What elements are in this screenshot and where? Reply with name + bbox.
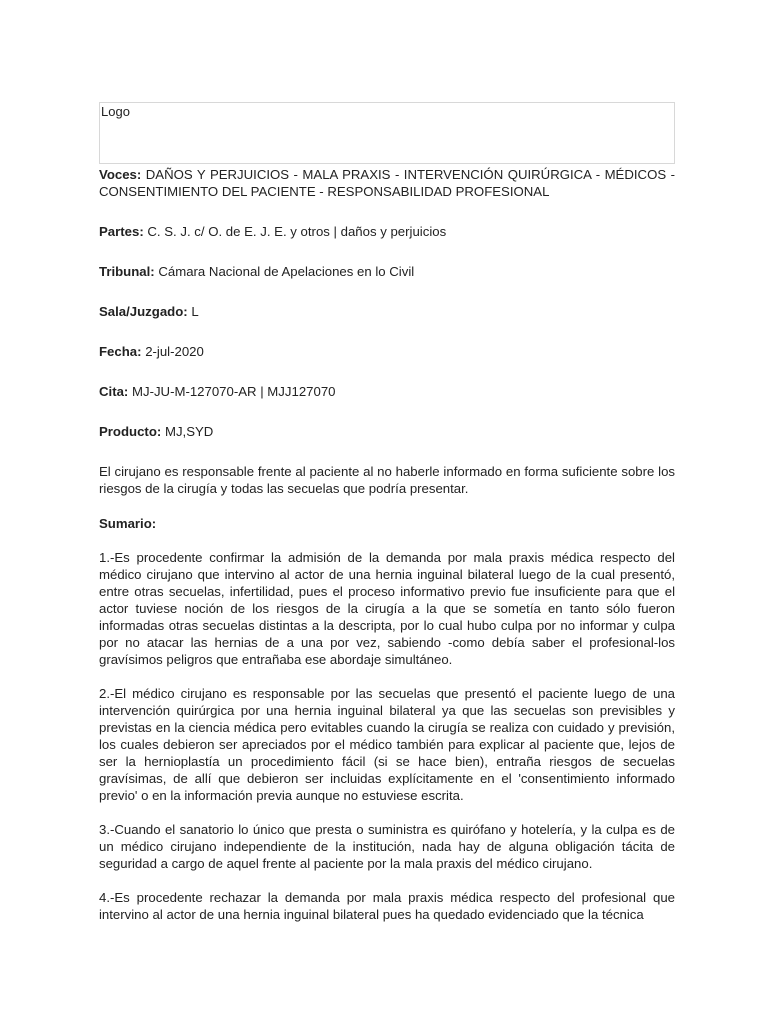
field-value: 2-jul-2020 [145,344,204,359]
field-label: Partes: [99,224,144,239]
logo-placeholder: Logo [101,104,130,119]
sumario-item-3: 3.-Cuando el sanatorio lo único que presta o suministra es quirófano y hotelería, y la culpa es de un médico cirujano independiente de la institución, nada hay de alguna obligación tácita de seguridad a cargo de aquel frente al paciente por la mala praxis del médico cirujano. [99,822,675,871]
field-label: Tribunal: [99,264,155,279]
field-voces [99,166,675,200]
field-label: Producto: [99,424,162,439]
field-tribunal [99,263,675,280]
field-fecha [99,343,675,360]
field-label: Fecha: [99,344,142,359]
field-value: MJ,SYD [164,424,214,439]
sumario-item-4: 4.-Es procedente rechazar la demanda por mala praxis médica respecto del profesional que intervino al actor de una hernia inguinal bilateral pues ha quedado evidenciado que la técnica [99,890,675,922]
field-label: Cita: [99,384,129,399]
field-producto [99,423,675,440]
field-value: MJ-JU-M-127070-AR | MJJ127070 [131,384,336,399]
document-body [99,166,675,940]
field-label: Sala/Juzgado: [99,304,188,319]
field-sala [99,303,675,320]
field-value: L [191,304,199,319]
sumario-item-2: 2.-El médico cirujano es responsable por las secuelas que presentó el paciente luego de una intervención quirúrgica por una hernia inguinal bilateral ya que las secuelas son previsibles y previstas en la ciencia médica pero evitables cuando la cirugía se realiza con cuidado y previsión, los cuales debieron ser apreciados por el médico también para explicar al paciente que, lejos de ser la hernioplastía un procedimiento fácil (si se hace bien), entraña riesgos de secuelas gravísimas, de allí que debieron ser incluidas explícitamente en el 'consentimiento informado previo' o en la información previa aunque no estuviese escrita. [99,686,675,803]
case-summary: El cirujano es responsable frente al paciente al no haberle informado en forma suficiente sobre los riesgos de la cirugía y todas las secuelas que podría presentar. [99,464,675,496]
field-label: Voces: [99,167,142,182]
field-partes [99,223,675,240]
field-value: C. S. J. c/ O. de E. J. E. y otros | daños y perjuicios [147,224,447,239]
sumario-item-1: 1.-Es procedente confirmar la admisión de la demanda por mala praxis médica respecto del médico cirujano que intervino al actor de una hernia inguinal bilateral luego de la cual presentó, entre otras secuelas, infertilidad, pues el proceso informativo previo fue insuficiente para que el actor tuviese noción de los riesgos de la cirugía a la que se sometía en tanto sólo fueron informadas otras secuelas distintas a la descripta, por lo cual hubo culpa por no informar y culpa por no atacar las hernias de a una por vez, sabiendo -como debía saber el profesional-los gravísimos peligros que entrañaba ese abordaje simultáneo. [99,550,675,667]
field-value: DAÑOS Y PERJUICIOS - MALA PRAXIS - INTERVENCIÓN QUIRÚRGICA - MÉDICOS - CONSENTIMIENTO DEL PACIENTE - RESPONSABILIDAD PROFESIONAL [99,167,675,199]
field-value: Cámara Nacional de Apelaciones en lo Civil [158,264,415,279]
logo-box [99,102,675,164]
sumario-heading: Sumario: [99,516,157,531]
field-cita [99,383,675,400]
